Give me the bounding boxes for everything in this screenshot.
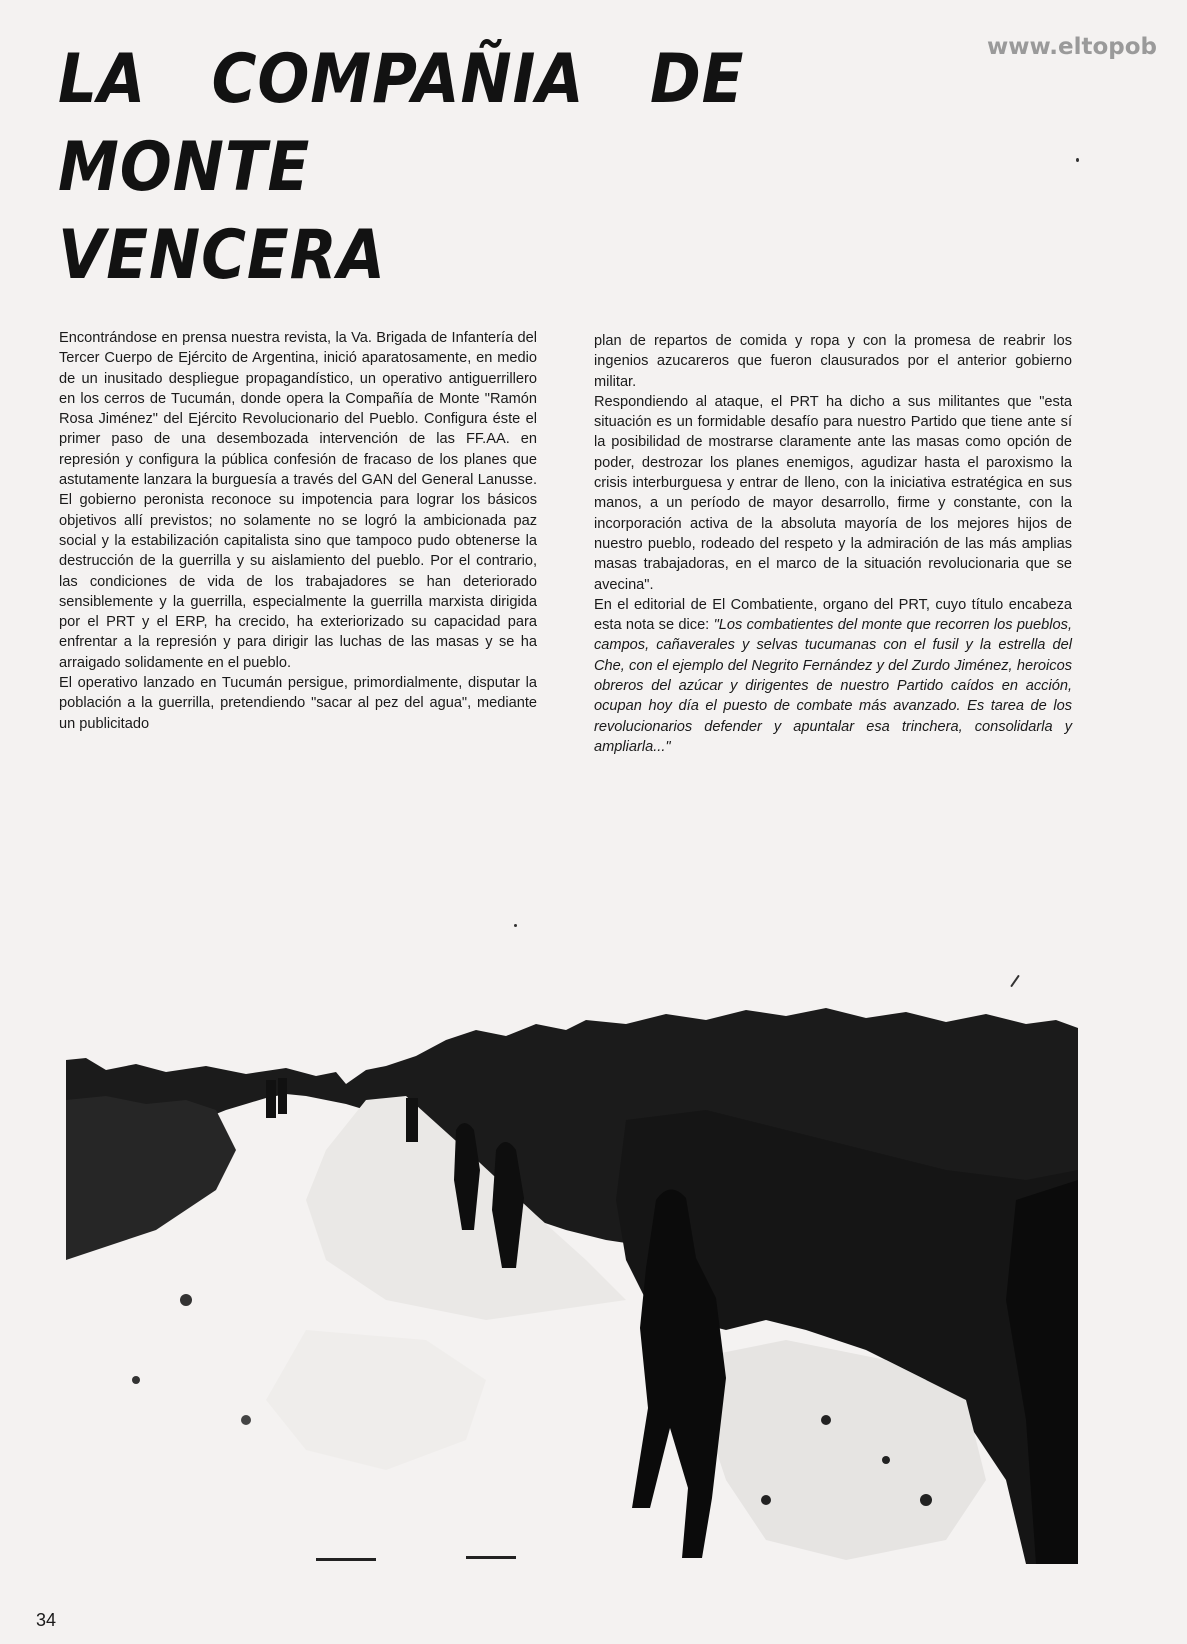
right-paragraph-3 [594, 595, 1072, 757]
print-speck [1076, 158, 1079, 162]
left-paragraph-2: El operativo lanzado en Tucumán persigue, primordialmente, disputar la población a la guerrilla, pretendiendo "sacar al pez del agua", mediante un publicitado [59, 675, 537, 732]
editorial-quote: "Los combatientes del monte que recorren los pueblos, campos, cañaverales y selvas tucumanas con el fusil y la estrella del Che, con el ejemplo del Negrito Fernández y del Zurdo Jiménez, heroicos obreros del azúcar y dirigentes de nuestro Partido caídos en acción, ocupan hoy día el puesto de combate más avanzado. Es tarea de los revolucionarios defender y apuntalar esa trinchera, consolidarla y ampliarla..." [594, 617, 1072, 755]
right-column [594, 331, 1072, 757]
title-line-1: LA COMPAÑIA DE MONTE [58, 40, 745, 207]
title-line-2: VENCERA [58, 216, 386, 295]
page-number: 34 [36, 1610, 57, 1630]
print-speck [1010, 975, 1020, 988]
right-paragraph-2: Respondiendo al ataque, el PRT ha dicho a sus militantes que "esta situación es un formidable desafío para nuestro Partido que tiene ante sí la posibilidad de mostrarse claramente ante las masas como opción de poder, destrozar los planes enemigos, agudizar hasta el paroxismo la crisis interburguesa y entrar de lleno, con la iniciativa estratégica en sus manos, a un período de mayor desarrollo, firme y constante, con la incorporación activa de la absoluta mayoría de los mejores hijos de nuestro pueblo, rodeado del respeto y la admiración de las más amplias masas trabajadoras, en el marco de la situación revolucionaria que se avecina". [594, 393, 1072, 593]
print-speck [514, 924, 517, 927]
guerrilla-patrol-photo [66, 1000, 1078, 1564]
left-paragraph-1: Encontrándose en prensa nuestra revista, la Va. Brigada de Infantería del Tercer Cuerpo de Ejército de Argentina, inició aparatosamente, en medio de un inusitado despliegue propagandístico, un operativo antiguerrillero en los cerros de Tucumán, donde opera la Compañía de Monte "Ramón Rosa Jiménez" del Ejército Revolucionario del Pueblo. Configura éste el primer paso de una desembozada intervención de las FF.AA. en represión y configura la pública confesión de fracaso de los planes que astutamente lanzara la burguesía a través del GAN del General Lanusse. El gobierno peronista reconoce su impotencia para lograr los básicos objetivos allí previstos; no solamente no se logró la ambicionada paz social y la estabilización capitalista sino que tampoco pudo obtenerse la destrucción de la guerrilla y su aislamiento del pueblo. Por el contrario, las condiciones de vida de los trabajadores se han deteriorado sensiblemente y la guerrilla, especialmente la guerrilla marxista dirigida por el PRT y el ERP, ha crecido, ha exteriorizado su capacidad para enfrentar a la represión y para dirigir las luchas de las masas y se ha arraigado solidamente en el pueblo. [59, 330, 537, 671]
left-column [59, 328, 537, 734]
right-paragraph-1: plan de repartos de comida y ropa y con la promesa de reabrir los ingenios azucareros que fueron clausurados por el anterior gobierno militar. [594, 333, 1072, 390]
article-title [58, 36, 958, 300]
editorial-intro: En el editorial de El Combatiente, organo del PRT, cuyo título encabeza esta nota se dice: [594, 596, 1072, 634]
watermark: www.eltopob [987, 34, 1158, 60]
